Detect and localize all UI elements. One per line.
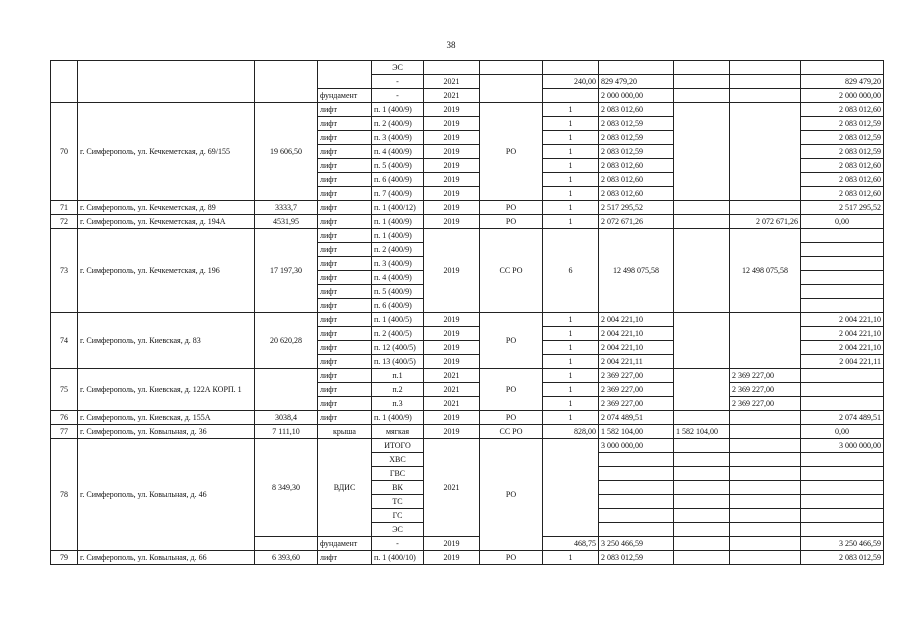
area-cell: 3038,4 <box>255 411 318 425</box>
element-cell: п. 1 (400/9) <box>372 411 424 425</box>
fund1-cell <box>674 215 730 229</box>
work-type-cell: лифт <box>318 243 372 257</box>
table-row <box>51 229 884 243</box>
area-cell: 4531,95 <box>255 215 318 229</box>
total-cell: 829 479,20 <box>801 75 884 89</box>
qty-cell: 1 <box>543 369 599 383</box>
fund2-cell <box>730 75 801 89</box>
element-cell: п. 4 (400/9) <box>372 271 424 285</box>
qty-cell: 1 <box>543 159 599 173</box>
fund1-cell <box>674 61 730 75</box>
element-cell: п. 3 (400/9) <box>372 131 424 145</box>
fund2-cell <box>730 89 801 103</box>
org-cell: РО <box>480 103 543 201</box>
year-cell: 2019 <box>424 103 480 117</box>
year-cell: 2019 <box>424 201 480 215</box>
total-cell <box>801 299 884 313</box>
qty-cell: 1 <box>543 397 599 411</box>
area-cell <box>255 369 318 411</box>
fund1-cell <box>674 467 730 481</box>
fund1-cell <box>674 439 730 453</box>
fund1-cell <box>674 229 730 313</box>
total-cell: 2 000 000,00 <box>801 89 884 103</box>
total-cell: 0,00 <box>801 215 884 229</box>
cost-cell: 2 072 671,26 <box>599 215 674 229</box>
address-cell: г. Симферополь, ул. Кечкеметская, д. 194А <box>78 215 255 229</box>
area-cell <box>255 537 318 551</box>
element-cell: п. 1 (400/9) <box>372 215 424 229</box>
element-cell: п.1 <box>372 369 424 383</box>
work-type-cell: лифт <box>318 313 372 327</box>
element-cell: п. 2 (400/9) <box>372 117 424 131</box>
element-cell: п. 7 (400/9) <box>372 187 424 201</box>
cost-cell: 2 004 221,10 <box>599 327 674 341</box>
qty-cell: 468,75 <box>543 537 599 551</box>
cost-cell: 2 083 012,60 <box>599 103 674 117</box>
element-cell: п. 2 (400/5) <box>372 327 424 341</box>
element-cell: п. 3 (400/9) <box>372 257 424 271</box>
year-cell: 2019 <box>424 215 480 229</box>
cost-cell <box>599 61 674 75</box>
year-cell: 2019 <box>424 537 480 551</box>
cost-cell: 2 369 227,00 <box>599 369 674 383</box>
work-type-cell: лифт <box>318 411 372 425</box>
qty-cell: 1 <box>543 145 599 159</box>
element-cell: - <box>372 75 424 89</box>
total-cell: 2 074 489,51 <box>801 411 884 425</box>
table-row <box>51 103 884 117</box>
cost-cell: 12 498 075,58 <box>599 229 674 313</box>
fund2-cell: 2 072 671,26 <box>730 215 801 229</box>
cost-cell <box>599 453 674 467</box>
year-cell: 2019 <box>424 341 480 355</box>
address-cell: г. Симферополь, ул. Киевская, д. 122А КОРП. 1 <box>78 369 255 411</box>
work-type-cell: лифт <box>318 145 372 159</box>
total-cell: 2 004 221,10 <box>801 341 884 355</box>
address-cell: г. Симферополь, ул. Ковыльная, д. 66 <box>78 551 255 565</box>
qty-cell: 1 <box>543 173 599 187</box>
work-type-cell: лифт <box>318 131 372 145</box>
work-type-cell: лифт <box>318 173 372 187</box>
qty-cell: 1 <box>543 411 599 425</box>
fund2-cell <box>730 425 801 439</box>
row-number-cell: 79 <box>51 551 78 565</box>
year-cell <box>424 61 480 75</box>
total-cell: 2 004 221,11 <box>801 355 884 369</box>
fund1-cell <box>674 313 730 369</box>
total-cell <box>801 453 884 467</box>
element-cell: п.2 <box>372 383 424 397</box>
total-cell <box>801 481 884 495</box>
area-cell: 8 349,30 <box>255 439 318 537</box>
fund1-cell <box>674 89 730 103</box>
qty-cell: 1 <box>543 313 599 327</box>
cost-cell: 2 000 000,00 <box>599 89 674 103</box>
work-type-cell: фундамент <box>318 89 372 103</box>
work-type-cell: лифт <box>318 271 372 285</box>
cost-cell: 2 083 012,59 <box>599 117 674 131</box>
cost-cell <box>599 509 674 523</box>
year-cell: 2019 <box>424 145 480 159</box>
table-row <box>51 551 884 565</box>
fund2-cell <box>730 523 801 537</box>
work-type-cell: лифт <box>318 355 372 369</box>
fund2-cell <box>730 201 801 215</box>
address-cell: г. Симферополь, ул. Ковыльная, д. 46 <box>78 439 255 551</box>
row-number-cell: 78 <box>51 439 78 551</box>
cost-cell: 2 369 227,00 <box>599 397 674 411</box>
fund2-cell <box>730 453 801 467</box>
element-cell: п.3 <box>372 397 424 411</box>
total-cell: 3 250 466,59 <box>801 537 884 551</box>
total-cell: 2 004 221,10 <box>801 327 884 341</box>
total-cell <box>801 229 884 243</box>
org-cell: СС РО <box>480 229 543 313</box>
element-cell: п. 1 (400/9) <box>372 229 424 243</box>
year-cell: 2019 <box>424 327 480 341</box>
qty-cell: 828,00 <box>543 425 599 439</box>
element-cell: ХВС <box>372 453 424 467</box>
table-row <box>51 313 884 327</box>
year-cell: 2019 <box>424 229 480 313</box>
year-cell: 2021 <box>424 397 480 411</box>
total-cell: 2 004 221,10 <box>801 313 884 327</box>
fund2-cell <box>730 537 801 551</box>
element-cell: ЭС <box>372 523 424 537</box>
row-number-cell: 73 <box>51 229 78 313</box>
element-cell: - <box>372 537 424 551</box>
fund1-cell <box>674 551 730 565</box>
year-cell: 2019 <box>424 131 480 145</box>
cost-cell: 2 083 012,60 <box>599 173 674 187</box>
total-cell: 2 517 295,52 <box>801 201 884 215</box>
org-cell <box>480 75 543 103</box>
year-cell: 2021 <box>424 439 480 537</box>
area-cell <box>255 61 318 103</box>
work-type-cell: лифт <box>318 397 372 411</box>
year-cell: 2019 <box>424 313 480 327</box>
fund2-cell <box>730 103 801 201</box>
work-type-cell: лифт <box>318 103 372 117</box>
cost-cell: 3 000 000,00 <box>599 439 674 453</box>
work-type-cell: лифт <box>318 369 372 383</box>
fund2-cell <box>730 509 801 523</box>
element-cell: п. 1 (400/12) <box>372 201 424 215</box>
work-type-cell: лифт <box>318 201 372 215</box>
work-type-cell: лифт <box>318 299 372 313</box>
table-row <box>51 425 884 439</box>
element-cell: п. 5 (400/9) <box>372 159 424 173</box>
cost-cell: 2 083 012,59 <box>599 551 674 565</box>
element-cell: ТС <box>372 495 424 509</box>
element-cell: ЭС <box>372 61 424 75</box>
total-cell: 2 083 012,59 <box>801 145 884 159</box>
org-cell: РО <box>480 369 543 411</box>
year-cell: 2019 <box>424 355 480 369</box>
total-cell <box>801 397 884 411</box>
element-cell: - <box>372 89 424 103</box>
address-cell: г. Симферополь, ул. Кечкеметская, д. 89 <box>78 201 255 215</box>
org-cell: РО <box>480 551 543 565</box>
total-cell: 2 083 012,59 <box>801 131 884 145</box>
cost-cell <box>599 523 674 537</box>
work-type-cell: лифт <box>318 551 372 565</box>
org-cell <box>480 61 543 75</box>
area-cell: 17 197,30 <box>255 229 318 313</box>
year-cell: 2019 <box>424 187 480 201</box>
row-number-cell: 72 <box>51 215 78 229</box>
total-cell <box>801 257 884 271</box>
total-cell <box>801 369 884 383</box>
fund1-cell <box>674 411 730 425</box>
cost-cell: 2 517 295,52 <box>599 201 674 215</box>
fund1-cell <box>674 201 730 215</box>
work-type-cell: лифт <box>318 383 372 397</box>
work-type-cell: лифт <box>318 215 372 229</box>
total-cell <box>801 467 884 481</box>
fund2-cell <box>730 551 801 565</box>
cost-cell: 2 083 012,59 <box>599 145 674 159</box>
cost-cell: 829 479,20 <box>599 75 674 89</box>
cost-cell <box>599 481 674 495</box>
year-cell: 2019 <box>424 551 480 565</box>
total-cell: 3 000 000,00 <box>801 439 884 453</box>
element-cell: п. 4 (400/9) <box>372 145 424 159</box>
total-cell <box>801 243 884 257</box>
fund2-cell: 12 498 075,58 <box>730 229 801 313</box>
cost-cell: 3 250 466,59 <box>599 537 674 551</box>
address-cell: г. Симферополь, ул. Ковыльная, д. 36 <box>78 425 255 439</box>
org-cell: СС РО <box>480 425 543 439</box>
total-cell <box>801 285 884 299</box>
year-cell: 2019 <box>424 159 480 173</box>
element-cell: п. 5 (400/9) <box>372 285 424 299</box>
area-cell: 20 620,28 <box>255 313 318 369</box>
row-number-cell: 75 <box>51 369 78 411</box>
element-cell: п. 2 (400/9) <box>372 243 424 257</box>
row-number-cell: 77 <box>51 425 78 439</box>
total-cell: 2 083 012,59 <box>801 117 884 131</box>
qty-cell: 1 <box>543 201 599 215</box>
fund1-cell <box>674 537 730 551</box>
cost-cell: 2 004 221,10 <box>599 341 674 355</box>
element-cell: п. 13 (400/5) <box>372 355 424 369</box>
year-cell: 2021 <box>424 383 480 397</box>
total-cell <box>801 523 884 537</box>
fund2-cell: 2 369 227,00 <box>730 383 801 397</box>
qty-cell: 1 <box>543 117 599 131</box>
work-type-cell: ВДИС <box>318 439 372 537</box>
fund1-cell <box>674 523 730 537</box>
element-cell: п. 1 (400/10) <box>372 551 424 565</box>
org-cell: РО <box>480 201 543 215</box>
table-row <box>51 201 884 215</box>
row-number-cell: 74 <box>51 313 78 369</box>
row-number-cell: 71 <box>51 201 78 215</box>
year-cell: 2021 <box>424 89 480 103</box>
area-cell: 3333,7 <box>255 201 318 215</box>
element-cell: п. 6 (400/9) <box>372 299 424 313</box>
table-row <box>51 61 884 75</box>
org-cell: РО <box>480 215 543 229</box>
work-type-cell: лифт <box>318 327 372 341</box>
work-type-cell: фундамент <box>318 537 372 551</box>
year-cell: 2019 <box>424 411 480 425</box>
fund2-cell <box>730 411 801 425</box>
element-cell: ГВС <box>372 467 424 481</box>
address-cell: г. Симферополь, ул. Кечкеметская, д. 69/155 <box>78 103 255 201</box>
fund2-cell <box>730 467 801 481</box>
page-number: 38 <box>446 40 456 50</box>
qty-cell <box>543 439 599 537</box>
total-cell: 2 083 012,60 <box>801 103 884 117</box>
address-cell <box>78 61 255 103</box>
element-cell: п. 1 (400/5) <box>372 313 424 327</box>
total-cell <box>801 61 884 75</box>
cost-cell: 2 083 012,60 <box>599 187 674 201</box>
work-type-cell: лифт <box>318 341 372 355</box>
fund1-cell <box>674 495 730 509</box>
org-cell: РО <box>480 439 543 551</box>
table-row <box>51 411 884 425</box>
total-cell: 2 083 012,60 <box>801 159 884 173</box>
fund1-cell <box>674 369 730 411</box>
element-cell: ИТОГО <box>372 439 424 453</box>
qty-cell <box>543 89 599 103</box>
year-cell: 2021 <box>424 369 480 383</box>
fund2-cell <box>730 439 801 453</box>
qty-cell: 1 <box>543 103 599 117</box>
fund2-cell <box>730 313 801 369</box>
fund1-cell: 1 582 104,00 <box>674 425 730 439</box>
qty-cell: 1 <box>543 551 599 565</box>
year-cell: 2019 <box>424 425 480 439</box>
qty-cell <box>543 61 599 75</box>
total-cell: 2 083 012,59 <box>801 551 884 565</box>
qty-cell: 1 <box>543 131 599 145</box>
work-type-cell <box>318 61 372 89</box>
fund1-cell <box>674 453 730 467</box>
qty-cell: 1 <box>543 327 599 341</box>
table-row <box>51 215 884 229</box>
area-cell: 19 606,50 <box>255 103 318 201</box>
element-cell: п. 6 (400/9) <box>372 173 424 187</box>
table-row <box>51 439 884 453</box>
org-cell: РО <box>480 313 543 369</box>
year-cell: 2021 <box>424 75 480 89</box>
row-number-cell: 70 <box>51 103 78 201</box>
fund2-cell: 2 369 227,00 <box>730 369 801 383</box>
work-type-cell: лифт <box>318 285 372 299</box>
qty-cell: 1 <box>543 187 599 201</box>
qty-cell: 1 <box>543 383 599 397</box>
fund1-cell <box>674 75 730 89</box>
total-cell: 2 083 012,60 <box>801 173 884 187</box>
fund2-cell <box>730 495 801 509</box>
year-cell: 2019 <box>424 173 480 187</box>
fund1-cell <box>674 103 730 201</box>
element-cell: п. 1 (400/9) <box>372 103 424 117</box>
area-cell: 6 393,60 <box>255 551 318 565</box>
total-cell <box>801 383 884 397</box>
org-cell: РО <box>480 411 543 425</box>
element-cell: ГС <box>372 509 424 523</box>
total-cell: 2 083 012,60 <box>801 187 884 201</box>
fund2-cell: 2 369 227,00 <box>730 397 801 411</box>
element-cell: п. 12 (400/5) <box>372 341 424 355</box>
work-type-cell: лифт <box>318 117 372 131</box>
qty-cell: 1 <box>543 215 599 229</box>
qty-cell: 1 <box>543 341 599 355</box>
cost-cell: 2 369 227,00 <box>599 383 674 397</box>
cost-cell <box>599 495 674 509</box>
fund2-cell <box>730 61 801 75</box>
row-number-cell <box>51 61 78 103</box>
element-cell: мягкая <box>372 425 424 439</box>
address-cell: г. Симферополь, ул. Киевская, д. 155А <box>78 411 255 425</box>
table-row <box>51 369 884 383</box>
element-cell: ВК <box>372 481 424 495</box>
qty-cell: 1 <box>543 355 599 369</box>
total-cell <box>801 509 884 523</box>
work-type-cell: лифт <box>318 187 372 201</box>
cost-cell: 1 582 104,00 <box>599 425 674 439</box>
cost-cell <box>599 467 674 481</box>
work-type-cell: крыша <box>318 425 372 439</box>
total-cell <box>801 495 884 509</box>
row-number-cell: 76 <box>51 411 78 425</box>
total-cell: 0,00 <box>801 425 884 439</box>
cost-cell: 2 083 012,60 <box>599 159 674 173</box>
fund2-cell <box>730 481 801 495</box>
work-type-cell: лифт <box>318 257 372 271</box>
cost-cell: 2 083 012,59 <box>599 131 674 145</box>
fund1-cell <box>674 481 730 495</box>
address-cell: г. Симферополь, ул. Киевская, д. 83 <box>78 313 255 369</box>
area-cell: 7 111,10 <box>255 425 318 439</box>
address-cell: г. Симферополь, ул. Кечкеметская, д. 196 <box>78 229 255 313</box>
repair-schedule-table <box>50 60 884 565</box>
qty-cell: 6 <box>543 229 599 313</box>
work-type-cell: лифт <box>318 229 372 243</box>
work-type-cell: лифт <box>318 159 372 173</box>
cost-cell: 2 004 221,10 <box>599 313 674 327</box>
cost-cell: 2 074 489,51 <box>599 411 674 425</box>
total-cell <box>801 271 884 285</box>
fund1-cell <box>674 509 730 523</box>
qty-cell: 240,00 <box>543 75 599 89</box>
year-cell: 2019 <box>424 117 480 131</box>
cost-cell: 2 004 221,11 <box>599 355 674 369</box>
